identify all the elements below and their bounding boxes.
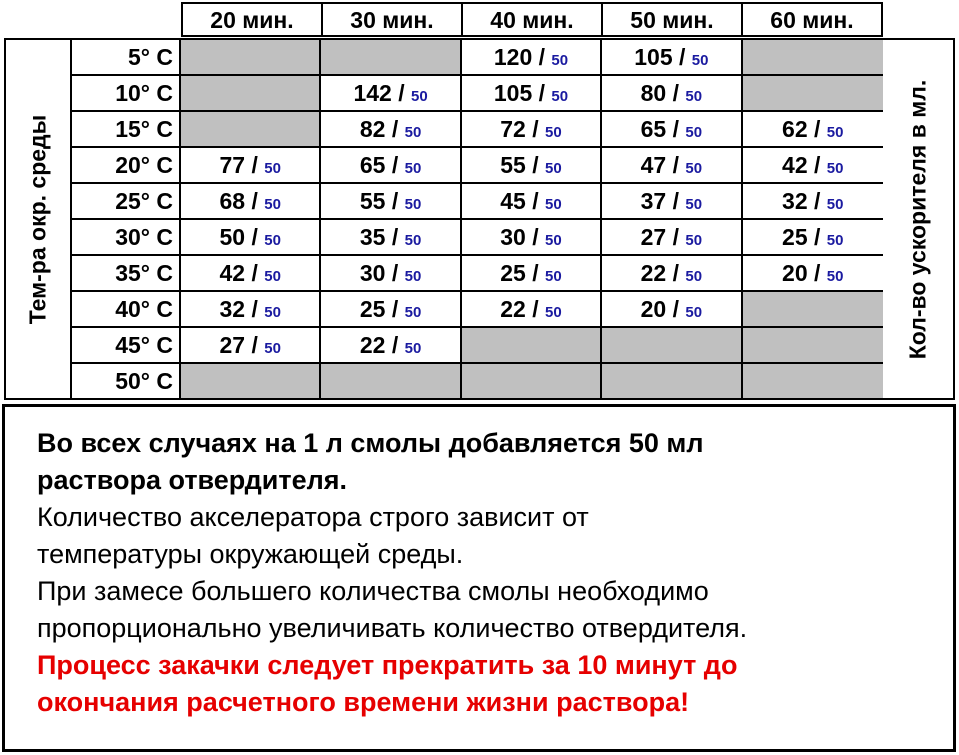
empty-cell xyxy=(321,40,461,74)
note-line: Количество акселератора строго зависит от xyxy=(37,502,589,532)
temperature-cell: 15° C xyxy=(72,112,181,146)
table-row xyxy=(72,148,883,184)
empty-cell xyxy=(743,76,883,110)
accelerator-value: 82 / xyxy=(359,116,399,142)
dosage-cell xyxy=(462,40,602,74)
dosage-cell xyxy=(602,220,742,254)
hardener-value: 50 xyxy=(826,268,844,285)
header-cell: 50 мин. xyxy=(603,4,743,35)
dosage-cell xyxy=(462,220,602,254)
hardener-value: 50 xyxy=(404,304,422,321)
accelerator-value: 42 / xyxy=(219,260,258,286)
hardener-value: 50 xyxy=(545,124,562,141)
empty-cell xyxy=(181,112,321,146)
dosage-cell xyxy=(181,184,321,218)
accelerator-value: 65 / xyxy=(359,152,399,178)
dosage-cell xyxy=(462,292,602,326)
accelerator-value: 105 / xyxy=(493,80,546,106)
temperature-cell: 30° C xyxy=(72,220,181,254)
note-line: При замесе большего количества смолы необходимо xyxy=(37,576,709,606)
hardener-value: 50 xyxy=(264,196,281,213)
note-line: пропорционально увеличивать количество отвердителя. xyxy=(37,613,748,643)
accelerator-value: 80 / xyxy=(640,80,680,106)
empty-cell xyxy=(602,328,742,362)
dosage-cell xyxy=(181,328,321,362)
accelerator-value: 32 / xyxy=(782,188,821,214)
hardener-value: 50 xyxy=(545,268,562,285)
dosage-cell xyxy=(321,220,461,254)
empty-cell xyxy=(181,364,321,398)
accelerator-value: 68 / xyxy=(219,188,258,214)
accelerator-value: 22 / xyxy=(500,296,539,322)
accelerator-value: 30 / xyxy=(500,224,539,250)
dosage-cell xyxy=(321,76,461,110)
temperature-cell: 25° C xyxy=(72,184,181,218)
dosage-cell xyxy=(743,148,883,182)
accelerator-value: 50 / xyxy=(219,224,258,250)
dosage-cell xyxy=(181,292,321,326)
dosage-cell xyxy=(462,184,602,218)
accelerator-value: 32 / xyxy=(219,296,258,322)
empty-cell xyxy=(743,364,883,398)
accelerator-value: 27 / xyxy=(219,332,258,358)
hardener-value: 50 xyxy=(545,196,562,213)
temperature-cell: 10° C xyxy=(72,76,181,110)
note-line: раствора отвердителя. xyxy=(37,465,347,495)
accelerator-value: 62 / xyxy=(782,116,821,142)
dosage-cell xyxy=(181,148,321,182)
dosage-table xyxy=(72,38,883,400)
dosage-cell xyxy=(602,40,742,74)
temperature-cell: 45° C xyxy=(72,328,181,362)
accelerator-axis-label xyxy=(883,38,955,400)
dosage-cell xyxy=(602,112,742,146)
table-row xyxy=(72,220,883,256)
hardener-value: 50 xyxy=(685,160,703,177)
accelerator-value: 142 / xyxy=(353,80,405,106)
hardener-value: 50 xyxy=(411,88,428,105)
hardener-value: 50 xyxy=(551,88,569,105)
table-row xyxy=(72,76,883,112)
accelerator-axis-text: Кол-во ускорителя в мл. xyxy=(904,79,931,359)
hardener-value: 50 xyxy=(264,268,281,285)
dosage-cell xyxy=(462,112,602,146)
empty-cell xyxy=(602,364,742,398)
hardener-value: 50 xyxy=(685,88,703,105)
accelerator-value: 27 / xyxy=(640,224,680,250)
hardener-value: 50 xyxy=(826,160,844,177)
empty-cell xyxy=(181,40,321,74)
accelerator-value: 22 / xyxy=(640,260,680,286)
empty-cell xyxy=(321,364,461,398)
dosage-cell xyxy=(462,256,602,290)
hardener-value: 50 xyxy=(264,160,281,177)
hardener-value: 50 xyxy=(826,196,844,213)
accelerator-value: 30 / xyxy=(359,260,399,286)
hardener-value: 50 xyxy=(545,232,562,249)
time-header-row xyxy=(181,2,883,37)
temperature-cell: 20° C xyxy=(72,148,181,182)
hardener-value: 50 xyxy=(685,196,703,213)
empty-cell xyxy=(462,328,602,362)
temperature-cell: 50° C xyxy=(72,364,181,398)
accelerator-value: 45 / xyxy=(500,188,539,214)
empty-cell xyxy=(743,40,883,74)
dosage-cell xyxy=(602,76,742,110)
hardener-value: 50 xyxy=(264,232,281,249)
empty-cell xyxy=(462,364,602,398)
temperature-cell: 35° C xyxy=(72,256,181,290)
dosage-cell xyxy=(743,220,883,254)
hardener-value: 50 xyxy=(545,304,562,321)
hardener-value: 50 xyxy=(404,196,422,213)
accelerator-value: 37 / xyxy=(640,188,680,214)
dosage-cell xyxy=(321,328,461,362)
accelerator-value: 35 / xyxy=(359,224,399,250)
note-line: Во всех случаях на 1 л смолы добавляется 50 мл xyxy=(37,428,704,458)
table-row xyxy=(72,292,883,328)
table-row xyxy=(72,364,883,398)
accelerator-value: 65 / xyxy=(640,116,680,142)
dosage-cell xyxy=(321,148,461,182)
hardener-value: 50 xyxy=(691,52,709,69)
empty-cell xyxy=(743,292,883,326)
hardener-value: 50 xyxy=(685,232,703,249)
hardener-value: 50 xyxy=(826,124,844,141)
note-line: температуры окружающей среды. xyxy=(37,539,464,569)
hardener-value: 50 xyxy=(404,160,422,177)
dosage-cell xyxy=(602,184,742,218)
hardener-value: 50 xyxy=(545,160,562,177)
dosage-cell xyxy=(602,256,742,290)
dosage-cell xyxy=(321,184,461,218)
dosage-cell xyxy=(743,184,883,218)
table-row xyxy=(72,40,883,76)
dosage-cell xyxy=(321,112,461,146)
hardener-value: 50 xyxy=(685,268,703,285)
hardener-value: 50 xyxy=(404,268,422,285)
header-cell: 30 мин. xyxy=(323,4,463,35)
hardener-value: 50 xyxy=(685,304,703,321)
dosage-cell xyxy=(743,112,883,146)
dosage-cell xyxy=(321,256,461,290)
accelerator-value: 20 / xyxy=(782,260,821,286)
accelerator-value: 20 / xyxy=(640,296,680,322)
dosage-cell xyxy=(602,292,742,326)
accelerator-value: 22 / xyxy=(359,332,399,358)
warning-line: Процесс закачки следует прекратить за 10 минут до xyxy=(37,650,738,680)
dosage-cell xyxy=(462,76,602,110)
empty-cell xyxy=(181,76,321,110)
temperature-axis-label xyxy=(4,38,72,400)
accelerator-value: 77 / xyxy=(219,152,258,178)
hardener-value: 50 xyxy=(551,52,569,69)
instructions-box xyxy=(2,404,956,752)
dosage-cell xyxy=(321,292,461,326)
table-row xyxy=(72,328,883,364)
header-cell: 40 мин. xyxy=(463,4,603,35)
accelerator-value: 72 / xyxy=(500,116,539,142)
accelerator-value: 25 / xyxy=(500,260,539,286)
hardener-value: 50 xyxy=(264,304,281,321)
accelerator-value: 55 / xyxy=(500,152,539,178)
hardener-value: 50 xyxy=(404,232,422,249)
dosage-cell xyxy=(181,220,321,254)
temperature-axis-text: Тем-ра окр. среды xyxy=(24,114,51,324)
accelerator-value: 25 / xyxy=(782,224,821,250)
dosage-cell xyxy=(181,256,321,290)
warning-line: окончания расчетного времени жизни раствора! xyxy=(37,687,690,717)
hardener-value: 50 xyxy=(404,124,422,141)
dosage-cell xyxy=(743,256,883,290)
dosage-cell xyxy=(462,148,602,182)
accelerator-value: 55 / xyxy=(359,188,399,214)
accelerator-value: 42 / xyxy=(782,152,821,178)
table-row xyxy=(72,184,883,220)
empty-cell xyxy=(743,328,883,362)
temperature-cell: 5° C xyxy=(72,40,181,74)
table-row xyxy=(72,256,883,292)
hardener-value: 50 xyxy=(826,232,844,249)
accelerator-value: 105 / xyxy=(634,44,686,70)
hardener-value: 50 xyxy=(685,124,703,141)
header-cell: 60 мин. xyxy=(770,7,854,33)
table-row xyxy=(72,112,883,148)
accelerator-value: 47 / xyxy=(640,152,680,178)
hardener-value: 50 xyxy=(404,340,422,357)
accelerator-value: 25 / xyxy=(359,296,399,322)
dosage-cell xyxy=(602,148,742,182)
header-cell: 20 мин. xyxy=(183,4,323,35)
hardener-value: 50 xyxy=(264,340,281,357)
temperature-cell: 40° C xyxy=(72,292,181,326)
accelerator-value: 120 / xyxy=(493,44,546,70)
